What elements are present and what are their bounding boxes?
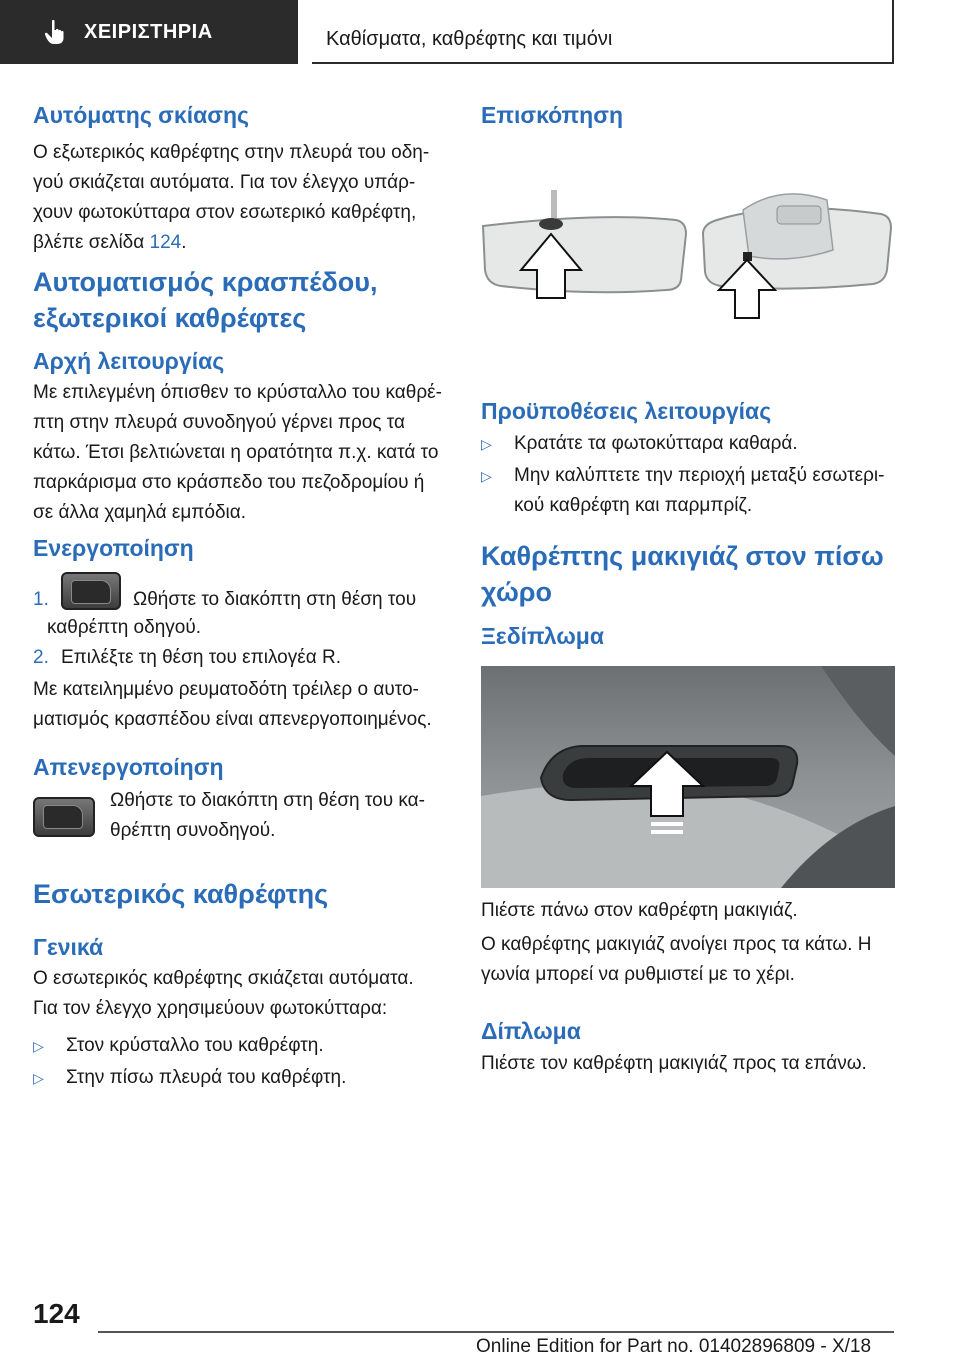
bullet-triangle-icon: ▷ — [33, 1070, 44, 1086]
deactivation-heading: Απενεργοποίηση — [33, 754, 224, 780]
step-number: 2. — [33, 647, 49, 668]
text-line: Ο εσωτερικός καθρέφτης σκιάζεται αυτόματα. — [33, 968, 414, 989]
activation-heading: Ενεργοποίηση — [33, 535, 194, 561]
bullet-text: Κρατάτε τα φωτοκύτταρα καθαρά. — [514, 433, 798, 454]
text-line: Ωθήστε το διακόπτη στη θέση του κα‐ — [110, 790, 425, 811]
text-line: Με κατειλημμένο ρευματοδότη τρέιλερ ο αυτο‐ — [33, 679, 419, 700]
chapter-title: Καθίσματα, καθρέφτης και τιμόνι — [326, 28, 613, 50]
bullet-triangle-icon: ▷ — [33, 1038, 44, 1054]
bullet-text — [514, 461, 894, 521]
text-line: γού σκιάζεται αυτόματα. Για τον έλεγχο υπάρ‐ — [33, 172, 416, 193]
unfold-heading: Ξεδίπλωμα — [481, 623, 604, 649]
interior-mirror-heading: Εσωτερικός καθρέφτης — [33, 879, 329, 909]
fold-text — [481, 1049, 895, 1079]
makeup-mirror-heading — [481, 538, 895, 610]
general-heading: Γενικά — [33, 934, 104, 960]
page-ref-prefix: βλέπε σελίδα — [33, 232, 145, 253]
trailer-text — [33, 675, 453, 735]
chapter-header — [312, 0, 894, 64]
text-line: κού καθρέφτη και παρμπρίζ. — [514, 495, 753, 516]
bullet-text: Στον κρύσταλλο του καθρέφτη. — [66, 1035, 324, 1056]
auto-dim-heading: Αυτόματης σκίασης — [33, 102, 250, 128]
text-line: Ο καθρέφτης μακιγιάζ ανοίγει προς τα κάτω. Η — [481, 934, 872, 955]
unfold-text — [481, 896, 895, 990]
overview-heading: Επισκόπηση — [481, 102, 623, 128]
makeup-heading-line: χώρο — [481, 577, 552, 607]
text-line: Για τον έλεγχο χρησιμεύουν φωτοκύτταρα: — [33, 998, 388, 1019]
text-line: παρκάρισμα στο κράσπεδο του πεζοδρομίου ή — [33, 472, 425, 493]
text-line: Με επιλεγμένη όπισθεν το κρύσταλλο του καθρέ‐ — [33, 382, 442, 403]
text-line: Ο εξωτερικός καθρέφτης στην πλευρά του οδη‐ — [33, 142, 430, 163]
makeup-mirror-photo — [481, 666, 895, 888]
principle-heading: Αρχή λειτουργίας — [33, 348, 225, 374]
text-line: πτη στην πλευρά συνοδηγού γέρνει προς τα — [33, 412, 406, 433]
hand-pointer-icon — [44, 19, 66, 45]
curb-heading — [33, 264, 453, 336]
page-ref-suffix: . — [181, 232, 187, 253]
bullet-text: Στην πίσω πλευρά του καθρέφτη. — [66, 1067, 347, 1088]
text-line: Πιέστε πάνω στον καθρέφτη μακιγιάζ. — [481, 900, 798, 921]
principle-text — [33, 378, 453, 528]
edition-note: Online Edition for Part no. 01402896809 - X/18 — [476, 1336, 872, 1357]
makeup-heading-line: Καθρέπτης μακιγιάζ στον πίσω — [481, 541, 884, 571]
mirror-switch-driver-icon — [61, 572, 121, 610]
curb-heading-line: Αυτοματισμός κρασπέδου, — [33, 267, 378, 297]
text-line: θρέπτη συνοδηγού. — [110, 820, 276, 841]
page-ref-link[interactable]: 124 — [149, 232, 182, 253]
step-number: 1. — [33, 589, 49, 610]
bullet-triangle-icon: ▷ — [481, 436, 492, 452]
auto-dim-text — [33, 138, 453, 258]
section-label: ΧΕΙΡΙΣΤΗΡΙΑ — [84, 20, 213, 43]
footer-divider — [98, 1331, 894, 1333]
step-text: καθρέπτη οδηγού. — [47, 617, 202, 638]
curb-heading-line: εξωτερικοί καθρέφτες — [33, 303, 307, 333]
step-text: Ωθήστε το διακόπτη στη θέση του — [133, 589, 417, 610]
text-line: ματισμός κρασπέδου είναι απενεργοποιημένος. — [33, 709, 432, 730]
fold-heading: Δίπλωμα — [481, 1018, 581, 1044]
text-line: Μην καλύπτετε την περιοχή μεταξύ εσωτερι‐ — [514, 465, 885, 486]
bullet-triangle-icon: ▷ — [481, 468, 492, 484]
text-line: Πιέστε τον καθρέφτη μακιγιάζ προς τα επάνω. — [481, 1053, 867, 1074]
text-line: χουν φωτοκύτταρα στον εσωτερικό καθρέφτη, — [33, 202, 417, 223]
page-number: 124 — [33, 1298, 80, 1329]
general-text — [33, 964, 453, 1024]
prerequisites-heading: Προϋποθέσεις λειτουργίας — [481, 398, 772, 424]
text-line: κάτω. Έτσι βελτιώνεται η ορατότητα π.χ. κατά το — [33, 442, 439, 463]
step-text: Επιλέξτε τη θέση του επιλογέα R. — [61, 647, 341, 668]
text-line: γωνία μπορεί να ρυθμιστεί με το χέρι. — [481, 964, 795, 985]
interior-mirror-illustration — [481, 190, 895, 320]
deactivation-text — [110, 786, 455, 846]
section-tab — [0, 0, 298, 64]
text-line: σε άλλα χαμηλά εμπόδια. — [33, 502, 247, 523]
text-line — [33, 228, 453, 258]
mirror-switch-passenger-icon — [33, 797, 95, 837]
